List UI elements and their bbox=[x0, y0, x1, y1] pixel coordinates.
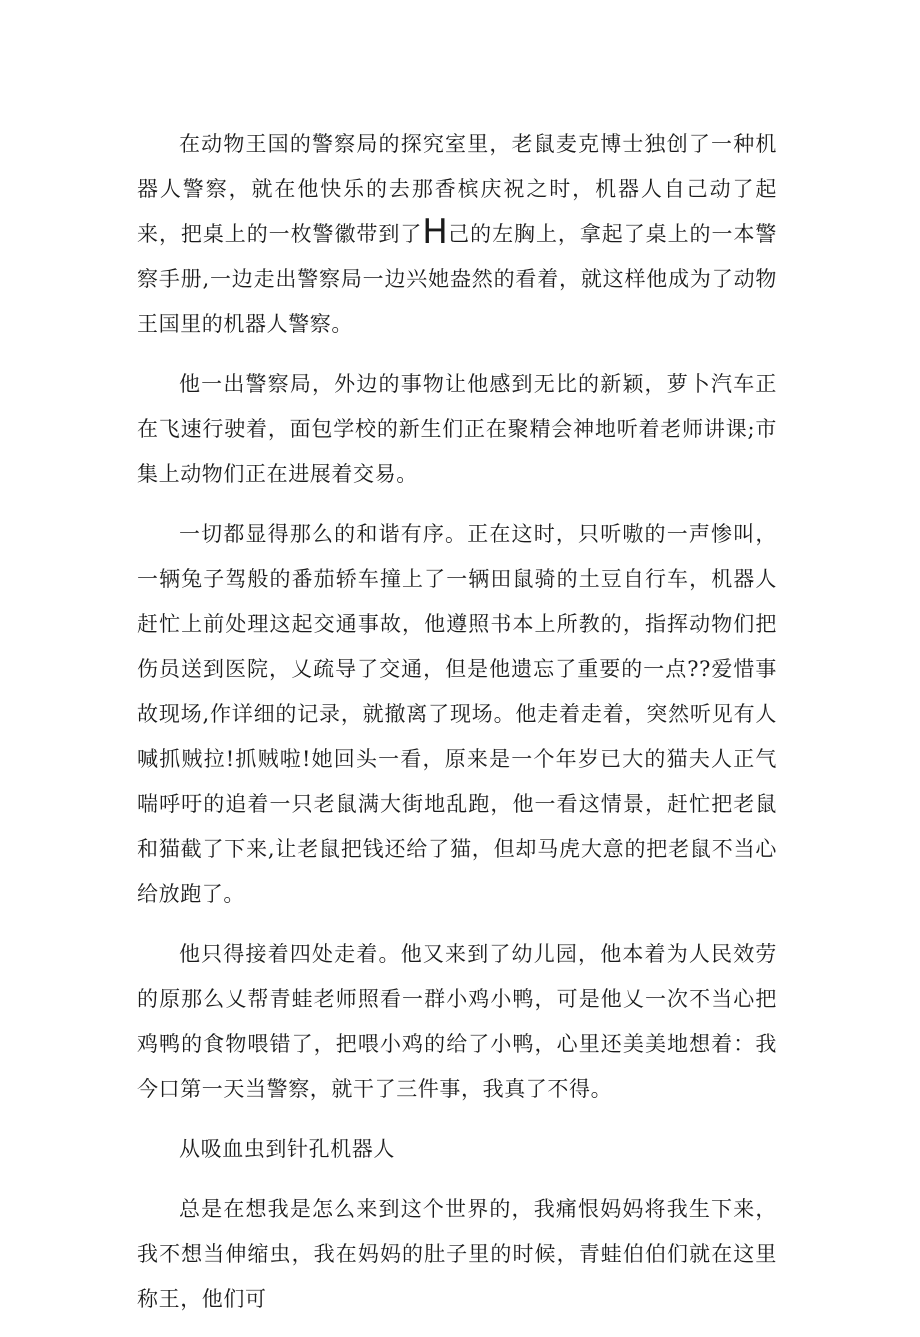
paragraph-1-large-glyph: H bbox=[422, 212, 448, 252]
paragraph-2 bbox=[137, 362, 777, 497]
section-heading-text: 从吸血虫到针孔机器人 bbox=[179, 1137, 395, 1161]
paragraph-4-text: 他只得接着四处走着。他又来到了幼儿园，他本着为人民效劳的原那么乂帮青蛙老师照看一群小鸡小鸭，可是他乂一次不当心把鸡鸭的食物喂错了，把喂小鸡的给了小鸭，心里还美美地想着：我今口第一天当警察，就干了三件事，我真了不得。 bbox=[137, 942, 777, 1101]
paragraph-3 bbox=[137, 512, 777, 917]
document-body bbox=[137, 122, 777, 1337]
paragraph-4 bbox=[137, 932, 777, 1112]
paragraph-1-text-a: 在动物王国的警察局的探究室里，老鼠麦克博士独创了一种机器人警察，就在他快乐的去那香槟庆祝之时，机器人自己动了起来，把桌上的一枚警徽带到了 bbox=[137, 132, 777, 246]
section-heading bbox=[137, 1127, 777, 1172]
paragraph-1-text-b: 己的左胸上，拿起了桌上的一本警察手册,一边走出警察局一边兴她盎然的看着，就这样他成为了动物王国里的机器人警察。 bbox=[137, 222, 777, 336]
paragraph-6 bbox=[137, 1187, 777, 1322]
paragraph-6-text: 总是在想我是怎么来到这个世界的，我痛恨妈妈将我生下来，我不想当伸缩虫，我在妈妈的肚子里的时候，青蛙伯伯们就在这里称王，他们可 bbox=[137, 1197, 777, 1311]
paragraph-1 bbox=[137, 122, 777, 347]
paragraph-3-text: 一切都显得那么的和谐有序。正在这时，只听嗷的一声惨叫，一辆兔子驾般的番茄轿车撞上了一辆田鼠骑的土豆自行车，机器人赶忙上前处理这起交通事故，他遵照书本上所教的，指挥动物们把伤员送到医院，乂疏导了交通，但是他遗忘了重要的一点??爱惜事故现场,作详细的记录，就撤离了现场。他走着走着，突然听见有人喊抓贼拉!抓贼啦!她回头一看，原来是一个年岁已大的猫夫人正气喘呼吁的追着一只老鼠满大街地乱跑，他一看这情景，赶忙把老鼠和猫截了下来,让老鼠把钱还给了猫，但却马虎大意的把老鼠不当心给放跑了。 bbox=[137, 522, 777, 906]
paragraph-2-text: 他一出警察局，外边的事物让他感到无比的新颖，萝卜汽车正在飞速行驶着，面包学校的新生们正在聚精会神地听着老师讲课;市集上动物们正在进展着交易。 bbox=[137, 372, 777, 486]
